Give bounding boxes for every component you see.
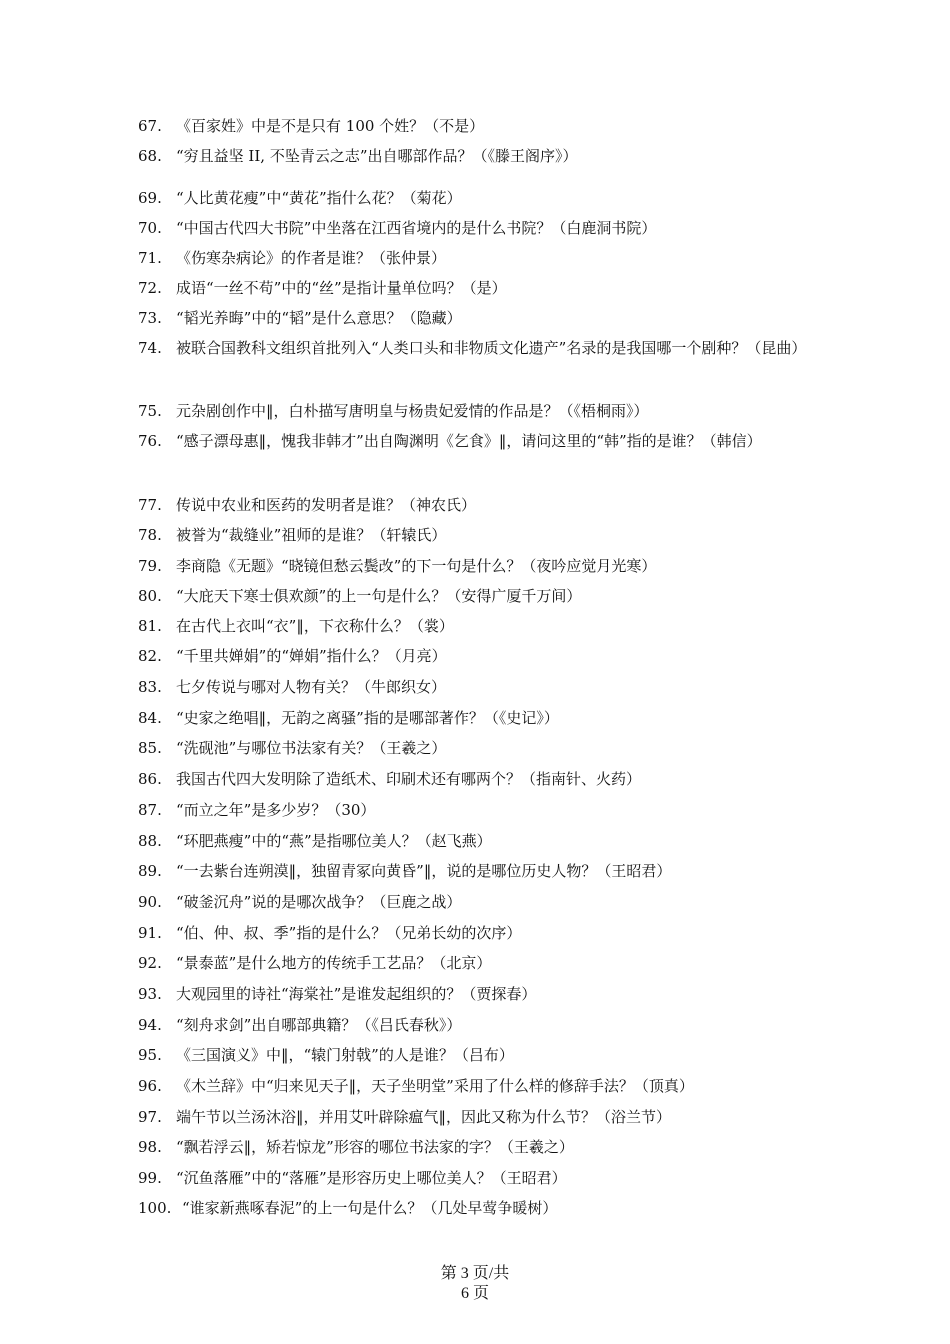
question-text: “沉鱼落雁”中的“落雁”是形容历史上哪位美人？（王昭君） xyxy=(176,1169,567,1187)
question-number: 96. xyxy=(138,1077,162,1095)
question-item xyxy=(138,826,818,856)
question-text: “大庇天下寒士俱欢颜”的上一句是什么？（安得广厦千万间） xyxy=(176,587,582,605)
question-item xyxy=(138,1102,818,1132)
question-number: 100. xyxy=(138,1199,172,1217)
question-item xyxy=(138,703,818,733)
question-item xyxy=(138,183,818,213)
question-number: 83. xyxy=(138,678,162,696)
question-item xyxy=(138,764,818,794)
question-number: 86. xyxy=(138,770,162,788)
question-text: 七夕传说与哪对人物有关？（牛郎织女） xyxy=(176,678,447,696)
question-text: “伯、仲、叔、季”指的是什么？（兄弟长幼的次序） xyxy=(176,924,522,942)
question-number: 88. xyxy=(138,832,162,850)
question-text: “谁家新燕啄春泥”的上一句是什么？（几处早莺争暖树） xyxy=(182,1199,558,1217)
question-text: “史家之绝唱‖，无韵之离骚”指的是哪部著作？（《史记》） xyxy=(176,709,559,727)
question-number: 82. xyxy=(138,647,162,665)
question-item xyxy=(138,551,818,581)
question-text: “刻舟求剑”出自哪部典籍？（《吕氏春秋》） xyxy=(176,1016,462,1034)
question-number: 76. xyxy=(138,432,162,450)
question-item xyxy=(138,581,818,611)
question-number: 94. xyxy=(138,1016,162,1034)
question-number: 87. xyxy=(138,801,162,819)
question-text: 被誉为“裁缝业”祖师的是谁？（轩辕氏） xyxy=(176,526,447,544)
question-item xyxy=(138,333,818,363)
question-item xyxy=(138,273,818,303)
question-number: 69. xyxy=(138,189,162,207)
question-text: 端午节以兰汤沐浴‖，并用艾叶辟除瘟气‖，因此又称为什么节？（浴兰节） xyxy=(176,1108,672,1126)
question-item xyxy=(138,733,818,763)
question-item xyxy=(138,490,818,520)
question-number: 93. xyxy=(138,985,162,1003)
question-item xyxy=(138,795,818,825)
question-number: 84. xyxy=(138,709,162,727)
question-text: 《百家姓》中是不是只有 100 个姓？（不是） xyxy=(176,117,485,135)
question-number: 91. xyxy=(138,924,162,942)
question-item xyxy=(138,1163,818,1193)
question-number: 79. xyxy=(138,557,162,575)
question-text: 传说中农业和医药的发明者是谁？（神农氏） xyxy=(176,496,477,514)
question-text: 《木兰辞》中“归来见天子‖，天子坐明堂”采用了什么样的修辞手法？（顶真） xyxy=(176,1077,694,1095)
question-number: 68. xyxy=(138,147,162,165)
question-number: 92. xyxy=(138,954,162,972)
question-number: 98. xyxy=(138,1138,162,1156)
page-footer-line1: 第 3 页/共 xyxy=(440,1265,510,1282)
question-text: 《伤寒杂病论》的作者是谁？（张仲景） xyxy=(176,249,447,267)
question-item xyxy=(138,672,818,702)
question-number: 80. xyxy=(138,587,162,605)
question-item xyxy=(138,213,818,243)
question-number: 72. xyxy=(138,279,162,297)
question-text: 在古代上衣叫“衣”‖，下衣称什么？（裳） xyxy=(176,617,454,635)
question-number: 85. xyxy=(138,739,162,757)
question-text: “中国古代四大书院”中坐落在江西省境内的是什么书院？（白鹿洞书院） xyxy=(176,219,657,237)
question-text: “感子漂母惠‖，愧我非韩才”出自陶渊明《乞食》‖，请问这里的“韩”指的是谁？（韩信） xyxy=(176,432,762,450)
question-number: 89. xyxy=(138,862,162,880)
question-item xyxy=(138,887,818,917)
question-item xyxy=(138,641,818,671)
question-number: 78. xyxy=(138,526,162,544)
question-number: 74. xyxy=(138,339,162,357)
question-text: “洗砚池”与哪位书法家有关？（王羲之） xyxy=(176,739,447,757)
question-number: 95. xyxy=(138,1046,162,1064)
question-item xyxy=(138,396,818,426)
question-text: “飘若浮云‖，矫若惊龙”形容的哪位书法家的字？（王羲之） xyxy=(176,1138,574,1156)
question-text: 元杂剧创作中‖，白朴描写唐明皇与杨贵妃爱情的作品是？（《梧桐雨》） xyxy=(176,402,649,420)
question-item xyxy=(138,1010,818,1040)
question-text: “一去紫台连朔漠‖，独留青冢向黄昏”‖，说的是哪位历史人物？（王昭君） xyxy=(176,862,672,880)
question-text: “而立之年”是多少岁？（30） xyxy=(176,801,376,819)
question-number: 67. xyxy=(138,117,162,135)
question-number: 99. xyxy=(138,1169,162,1187)
question-text: “景泰蓝”是什么地方的传统手工艺品？（北京） xyxy=(176,954,492,972)
question-text: “人比黄花瘦”中“黄花”指什么花？（菊花） xyxy=(176,189,462,207)
question-text: 大观园里的诗社“海棠社”是谁发起组织的？（贾探春） xyxy=(176,985,537,1003)
question-number: 71. xyxy=(138,249,162,267)
question-text: 成语“一丝不苟”中的“丝”是指计量单位吗？（是） xyxy=(176,279,507,297)
question-text: 我国古代四大发明除了造纸术、印刷术还有哪两个？（指南针、火药） xyxy=(176,770,642,788)
question-text: “韬光养晦”中的“韬”是什么意思？（隐藏） xyxy=(176,309,462,327)
question-text: “破釜沉舟”说的是哪次战争？（巨鹿之战） xyxy=(176,893,462,911)
question-item xyxy=(138,918,818,948)
question-item xyxy=(138,1071,818,1101)
question-text: “环肥燕瘦”中的“燕”是指哪位美人？（赵飞燕） xyxy=(176,832,492,850)
question-text: 《三国演义》中‖，“辕门射戟”的人是谁？（吕布） xyxy=(176,1046,514,1064)
question-text: “千里共婵娟”的“婵娟”指什么？（月亮） xyxy=(176,647,447,665)
question-item xyxy=(138,1132,818,1162)
question-item xyxy=(138,141,818,171)
page-footer-line2: 6 页 xyxy=(460,1285,489,1302)
question-number: 70. xyxy=(138,219,162,237)
question-text: 被联合国教科文组织首批列入“人类口头和非物质文化遗产”名录的是我国哪一个剧种？（昆曲） xyxy=(176,339,807,357)
question-item xyxy=(138,1193,818,1223)
question-text: “穷且益坚 II, 不坠青云之志”出自哪部作品？（《滕王阁序》） xyxy=(176,147,578,165)
question-item xyxy=(138,426,818,456)
question-number: 97. xyxy=(138,1108,162,1126)
question-item xyxy=(138,1040,818,1070)
question-item xyxy=(138,856,818,886)
question-item xyxy=(138,948,818,978)
question-number: 90. xyxy=(138,893,162,911)
question-number: 81. xyxy=(138,617,162,635)
question-item xyxy=(138,111,818,141)
question-item xyxy=(138,611,818,641)
question-number: 77. xyxy=(138,496,162,514)
question-text: 李商隐《无题》“晓镜但愁云鬓改”的下一句是什么？（夜吟应觉月光寒） xyxy=(176,557,657,575)
question-number: 73. xyxy=(138,309,162,327)
question-item xyxy=(138,303,818,333)
question-item xyxy=(138,520,818,550)
question-item xyxy=(138,243,818,273)
question-item xyxy=(138,979,818,1009)
question-number: 75. xyxy=(138,402,162,420)
